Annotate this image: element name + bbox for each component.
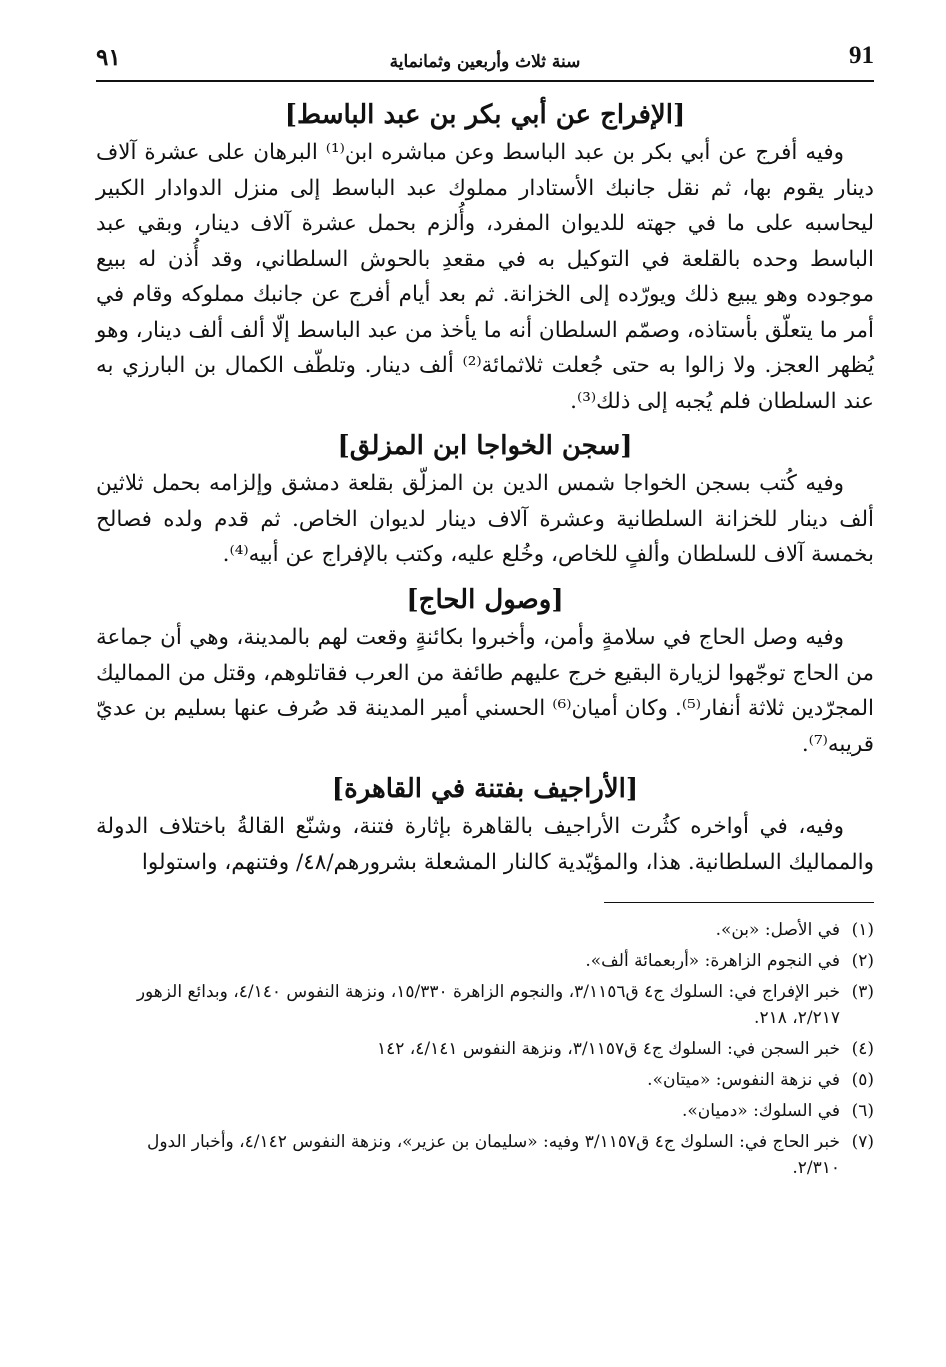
section-paragraph: وفيه كُتب بسجن الخواجا شمس الدين بن المزلّق بقلعة دمشق وإلزامه بحمل ثلاثين ألف دينار للخزانة السلطانية وعشرة آلاف دينار لديوان الخاص. ثم قدم ولده فصالح بخمسة آلاف للسلطان وألفٍ للخاص، وخُلع عليه، وكتب بالإفراج عن أبيه⁽⁴⁾. bbox=[96, 471, 874, 568]
footnote-item bbox=[96, 1129, 874, 1181]
book-page bbox=[96, 38, 874, 1338]
running-header bbox=[96, 38, 874, 82]
footnote-number: (٧) bbox=[851, 1132, 874, 1153]
footnote-text: في السلوك: «دميان». bbox=[682, 1101, 840, 1122]
footnote-number: (١) bbox=[851, 920, 874, 941]
section-heading: [سجن الخواجا ابن المزلق] bbox=[337, 431, 633, 462]
section-heading: [وصول الحاج] bbox=[406, 584, 564, 615]
footnote-item bbox=[96, 1036, 874, 1062]
page-number-arabic: ٩١ bbox=[96, 44, 121, 71]
footnote-text: خبر السجن في: السلوك ج٤ ق٣/١١٥٧، ونزهة النفوس ٤/١٤١، ١٤٢ bbox=[376, 1039, 840, 1060]
footnote-number: (٢) bbox=[851, 951, 874, 972]
footnote-item bbox=[96, 917, 874, 943]
footnote-number: (٣) bbox=[851, 982, 874, 1003]
section-rumors-cairo bbox=[96, 774, 874, 880]
section-release-abu-bakr bbox=[96, 100, 874, 419]
section-prison-ibn-muzalliq bbox=[96, 431, 874, 573]
footnote-text: في نزهة النفوس: «ميتان». bbox=[647, 1070, 840, 1091]
section-paragraph: وفيه، في أواخره كثُرت الأراجيف بالقاهرة بإثارة فتنة، وشنّع القالةُ باختلاف الدولة والمماليك السلطانية. هذا، والمؤيّدية كالنار المشعلة بشرورهم/٤٨/ وفتنهم، واستولوا bbox=[96, 814, 874, 875]
footnote-item bbox=[96, 948, 874, 974]
footnote-number: (٤) bbox=[851, 1039, 874, 1060]
footnote-text: في النجوم الزاهرة: «أربعمائة ألف». bbox=[585, 951, 840, 972]
footnote-item bbox=[96, 1098, 874, 1124]
footnote-divider bbox=[604, 902, 874, 903]
footnotes-list bbox=[96, 917, 874, 1181]
footnote-text: خبر الحاج في: السلوك ج٤ ق٣/١١٥٧ وفيه: «سليمان بن عزير»، ونزهة النفوس ٤/١٤٢، وأخبار الدول ٢/٣١٠. bbox=[147, 1132, 840, 1179]
section-paragraph: وفيه وصل الحاج في سلامةٍ وأمن، وأخبروا بكائنةٍ وقعت لهم بالمدينة، وهي أن جماعة من الحاج توجّهوا لزيارة البقيع خرج عليهم طائفة من العرب فقاتلوهم، وقتل من المماليك المجرّدين ثلاثة أنفار⁽⁵⁾. وكان أميان⁽⁶⁾ الحسني أمير المدينة قد صُرف عنها بسليم بن عديّ قريبه⁽⁷⁾. bbox=[96, 625, 874, 757]
footnote-text: خبر الإفراج في: السلوك ج٤ ق٣/١١٥٦، والنجوم الزاهرة ١٥/٣٣٠، ونزهة النفوس ٤/١٤٠، وبدائع الزهور ٢/٢١٧، ٢١٨. bbox=[136, 982, 840, 1029]
section-paragraph: وفيه أفرج عن أبي بكر بن عبد الباسط وعن مباشره ابن⁽¹⁾ البرهان على عشرة آلاف دينار يقوم بها، ثم نقل جانبك الأستادار مملوك عبد الباسط إلى منزل الدوادار الكبير ليحاسبه على ما في جهته للديوان المفرد، وأُلزم بحمل عشرة آلاف دينار، وبقي عبد الباسط وحده بالقلعة في التوكيل به في مقعدِ بالحوش السلطاني، وقد أُذن له ببيع موجوده وهو يبيع ذلك ويورّده إلى الخزانة. ثم بعد أيام أفرج عن جانبك مملوكه وقام في أمر ما يتعلّق بأستاذه، وصمّم السلطان أنه ما يأخذ من عبد الباسط إلّا ألف ألف دينار، وهو يُظهر العجز. ولا زالوا به حتى جُعلت ثلاثمائة⁽²⁾ ألف دينار. وتلطّف الكمال بن البارزي به عند السلطان فلم يُجبه إلى ذلك⁽³⁾. bbox=[96, 140, 874, 414]
page-number-latin: 91 bbox=[849, 42, 874, 69]
footnote-number: (٦) bbox=[851, 1101, 874, 1122]
section-heading: [الأراجيف بفتنة في القاهرة] bbox=[331, 774, 639, 805]
footnote-number: (٥) bbox=[851, 1070, 874, 1091]
footnote-text: في الأصل: «بن». bbox=[715, 920, 840, 941]
running-title: سنة ثلاث وأربعين وثمانماية bbox=[389, 52, 581, 72]
footnote-item bbox=[96, 979, 874, 1031]
section-arrival-pilgrims bbox=[96, 585, 874, 762]
section-heading: [الإفراج عن أبي بكر بن عبد الباسط] bbox=[284, 100, 686, 130]
footnote-item bbox=[96, 1067, 874, 1093]
